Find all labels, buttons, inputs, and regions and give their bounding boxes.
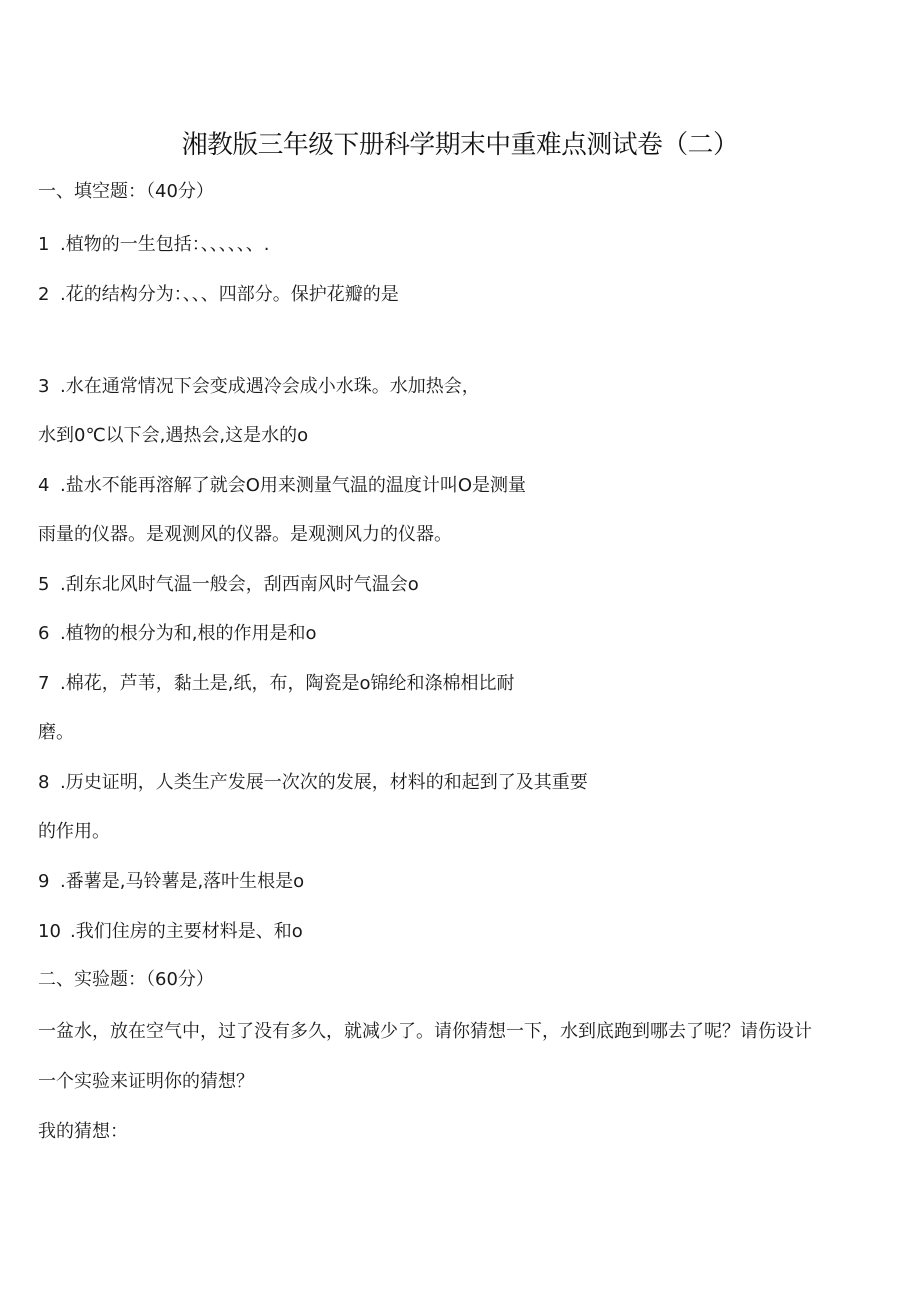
question-number: 10 <box>38 921 61 942</box>
question-10 <box>38 920 303 944</box>
question-number: 3 <box>38 376 50 397</box>
question-9 <box>38 870 304 894</box>
section-heading-experiment: 二、实验题：（60分） <box>38 969 214 990</box>
question-4 <box>38 474 526 498</box>
question-number: 8 <box>38 772 50 793</box>
question-number: 6 <box>38 623 50 644</box>
question-text: .棉花，芦苇，黏土是,纸，布，陶瓷是o锦纶和涤棉相比耐 <box>60 673 515 694</box>
question-8 <box>38 771 588 795</box>
question-7-continued: 磨。 <box>38 722 74 743</box>
section-heading-fill-in: 一、填空题：（40分） <box>38 181 214 202</box>
question-7 <box>38 672 514 696</box>
question-number: 4 <box>38 475 50 496</box>
question-number: 5 <box>38 574 50 595</box>
question-number: 9 <box>38 871 50 892</box>
question-text: .盐水不能再溶解了就会O用来测量气温的温度计叫O是测量 <box>60 475 527 496</box>
question-3-continued: 水到0℃以下会,遇热会,这是水的o <box>38 425 309 446</box>
question-text: .刮东北风时气温一般会，刮西南风时气温会o <box>60 574 419 595</box>
question-text: .植物的根分为和,根的作用是和o <box>60 623 317 644</box>
question-1 <box>38 233 269 257</box>
question-text: .花的结构分为：、、、四部分。保护花瓣的是 <box>60 284 399 305</box>
question-number: 1 <box>38 234 50 255</box>
question-5 <box>38 573 419 597</box>
question-text: .我们住房的主要材料是、和o <box>70 921 303 942</box>
question-8-continued: 的作用。 <box>38 821 110 842</box>
question-text: .历史证明，人类生产发展一次次的发展，材料的和起到了及其重要 <box>60 772 588 793</box>
question-text: .植物的一生包括：、、、、、、. <box>60 234 270 255</box>
question-2 <box>38 283 399 307</box>
question-number: 7 <box>38 673 50 694</box>
question-number: 2 <box>38 284 50 305</box>
guess-label: 我的猜想： <box>38 1121 128 1142</box>
experiment-prompt-line-2: 一个实验来证明你的猜想？ <box>38 1071 254 1092</box>
experiment-prompt-line-1: 一盆水，放在空气中，过了没有多久，就减少了。请你猜想一下，水到底跑到哪去了呢？请伤设计 <box>38 1021 812 1042</box>
question-text: .水在通常情况下会变成遇冷会成小水珠。水加热会， <box>60 376 480 397</box>
question-6 <box>38 622 316 646</box>
page-title: 湘教版三年级下册科学期末中重难点测试卷（二） <box>181 130 739 160</box>
question-4-continued: 雨量的仪器。是观测风的仪器。是观测风力的仪器。 <box>38 524 452 545</box>
question-text: .番薯是,马铃薯是,落叶生根是o <box>60 871 305 892</box>
question-3 <box>38 375 480 399</box>
